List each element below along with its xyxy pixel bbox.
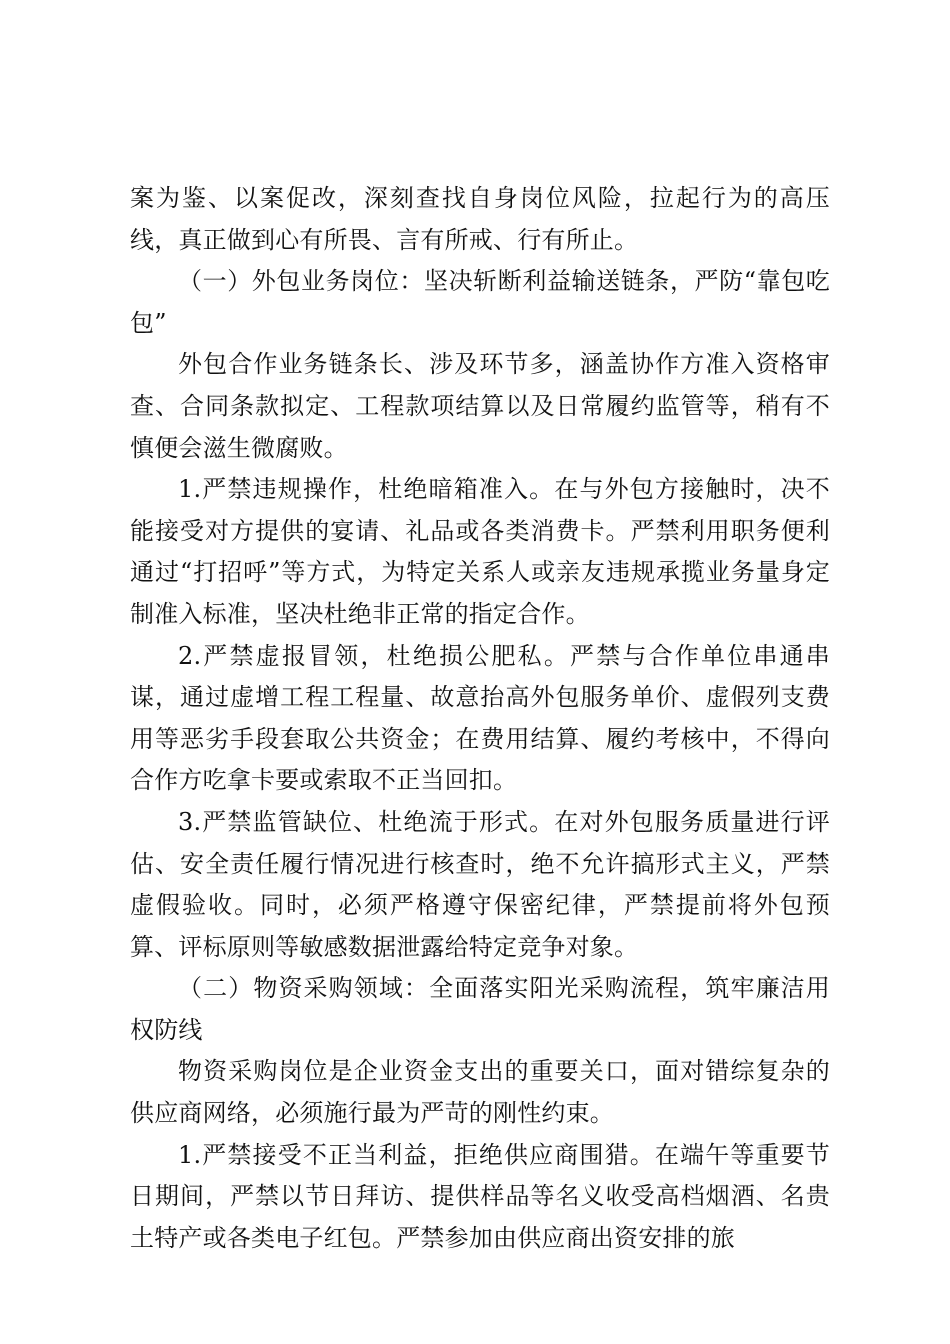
paragraph-outsourcing-item-1: 1.严禁违规操作，杜绝暗箱准入。在与外包方接触时，决不能接受对方提供的宴请、礼品或各类消费卡。严禁利用职务便利通过“打招呼”等方式，为特定关系人或亲友违规承揽业务量身定制准入标准，坚决杜绝非正常的指定合作。 — [130, 475, 830, 628]
paragraph-continuation: 案为鉴、以案促改，深刻查找自身岗位风险，拉起行为的高压线，真正做到心有所畏、言有所戒、行有所止。 — [130, 184, 830, 254]
paragraph-procurement-item-1: 1.严禁接受不正当利益，拒绝供应商围猎。在端午等重要节日期间，严禁以节日拜访、提供样品等名义收受高档烟酒、名贵土特产或各类电子红包。严禁参加由供应商出资安排的旅 — [130, 1140, 830, 1252]
paragraph-outsourcing-intro: 外包合作业务链条长、涉及环节多，涵盖协作方准入资格审查、合同条款拟定、工程款项结算以及日常履约监管等，稍有不慎便会滋生微腐败。 — [130, 350, 830, 462]
paragraph-procurement-intro: 物资采购岗位是企业资金支出的重要关口，面对错综复杂的供应商网络，必须施行最为严苛的刚性约束。 — [130, 1057, 830, 1128]
paragraph-outsourcing-item-3: 3.严禁监管缺位、杜绝流于形式。在对外包服务质量进行评估、安全责任履行情况进行核查时，绝不允许搞形式主义，严禁虚假验收。同时，必须严格遵守保密纪律，严禁提前将外包预算、评标原则等敏感数据泄露给特定竞争对象。 — [130, 807, 830, 961]
section-heading-outsourcing: （一）外包业务岗位：坚决斩断利益输送链条，严防“靠包吃包” — [130, 267, 830, 337]
paragraph-outsourcing-item-2: 2.严禁虚报冒领，杜绝损公肥私。严禁与合作单位串通串谋，通过虚增工程工程量、故意抬高外包服务单价、虚假列支费用等恶劣手段套取公共资金；在费用结算、履约考核中，不得向合作方吃拿卡要或索取不正当回扣。 — [130, 641, 830, 795]
section-heading-procurement: （二）物资采购领域：全面落实阳光采购流程，筑牢廉洁用权防线 — [130, 974, 830, 1044]
document-body — [130, 178, 830, 1259]
